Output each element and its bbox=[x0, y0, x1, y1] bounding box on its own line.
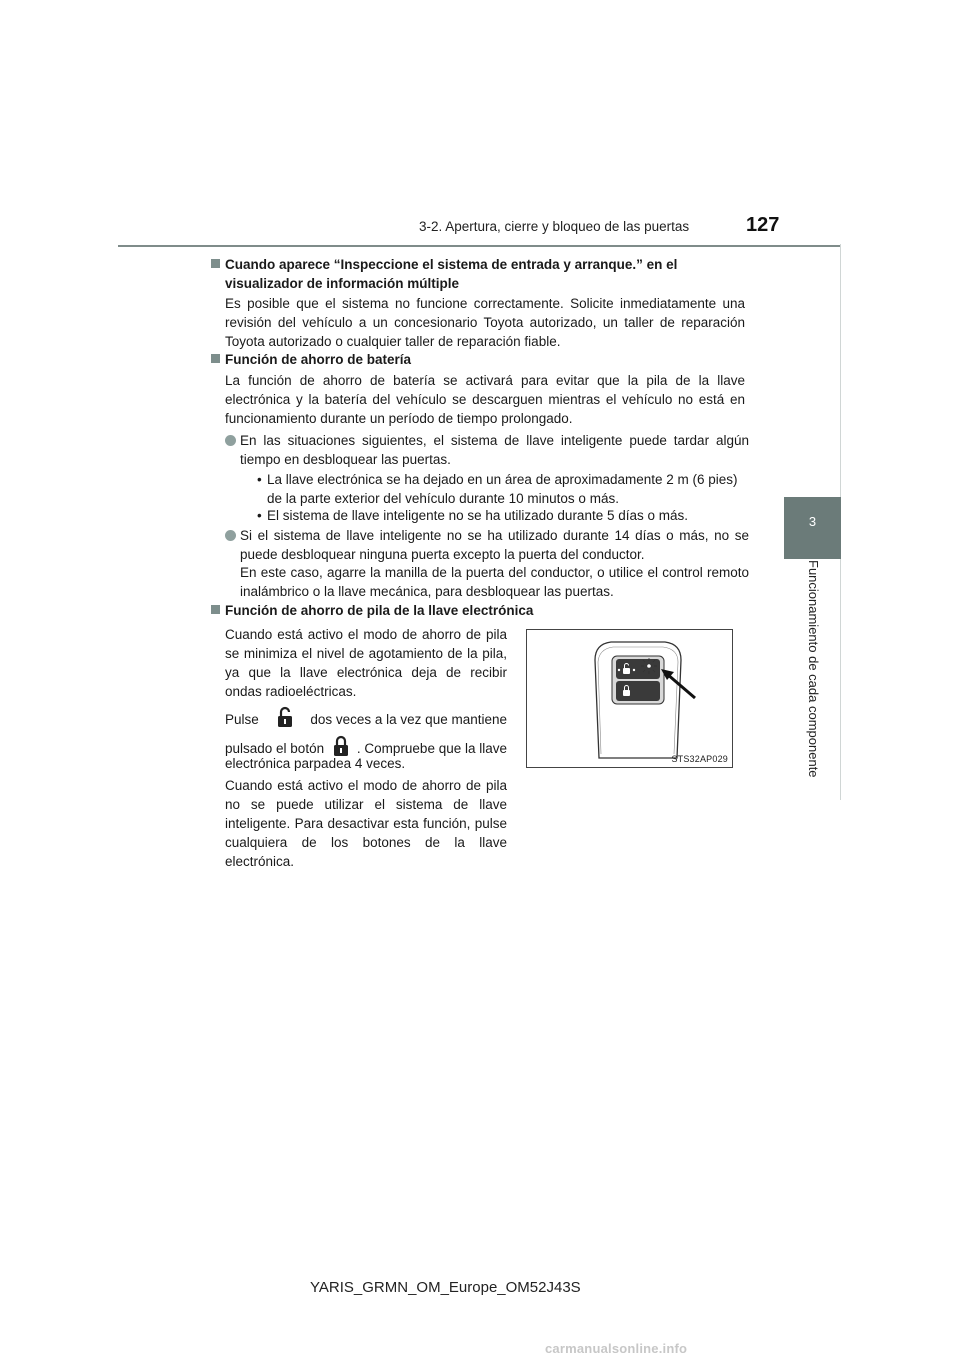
sub-bullet-mark: • bbox=[257, 472, 262, 487]
round-bullet bbox=[225, 526, 239, 545]
sub-bullet-text: El sistema de llave inteligente no se ha utilizado durante 5 días o más. bbox=[267, 508, 688, 523]
text-span: dos veces a la vez que mantiene bbox=[310, 712, 507, 727]
text-span: . Compruebe que la llave bbox=[356, 741, 507, 756]
sub-bullet-text: La llave electrónica se ha dejado en un área de aproximadamente 2 m (6 pies) de la parte exterior del vehículo durante 10 minutos o más. bbox=[267, 472, 738, 506]
bullet-text: Si el sistema de llave inteligente no se ha utilizado durante 14 días o más, no se puede desbloquear ninguna puerta excepto la puerta del conductor. bbox=[240, 528, 749, 562]
sub-bullet-mark: • bbox=[257, 508, 262, 523]
heading-text: Función de ahorro de pila de la llave electrónica bbox=[225, 603, 534, 618]
watermark: carmanualsonline.info bbox=[545, 1341, 688, 1356]
paragraph: Cuando está activo el modo de ahorro de pila no se puede utilizar el sistema de llave inteligente. Para desactivar esta función, pulse cualquiera de los botones de la llave electrónica. bbox=[225, 778, 507, 869]
section-title: 3-2. Apertura, cierre y bloqueo de las puertas bbox=[419, 219, 690, 234]
section-heading bbox=[211, 350, 748, 369]
paragraph: Cuando está activo el modo de ahorro de pila se minimiza el nivel de agotamiento de la pila, ya que la llave electrónica deja de recibir ondas radioeléctricas. bbox=[225, 627, 507, 699]
smart-key-figure bbox=[526, 629, 733, 768]
square-bullet-icon bbox=[211, 605, 220, 614]
square-bullet-icon bbox=[211, 354, 220, 363]
document-code: YARIS_GRMN_OM_Europe_OM52J43S bbox=[310, 1279, 581, 1296]
bullet-text: En las situaciones siguientes, el sistema de llave inteligente puede tardar algún tiempo en desbloquear las puertas. bbox=[240, 433, 749, 467]
text-span: Pulse bbox=[225, 712, 259, 727]
paragraph: La función de ahorro de batería se activará para evitar que la pila de la llave electrónica y la batería del vehículo se descarguen mientras el vehículo no está en funcionamiento durante un período de tiempo prolongado. bbox=[225, 373, 745, 426]
text-span: pulsado el botón bbox=[225, 741, 325, 756]
page-number: 127 bbox=[746, 214, 780, 236]
heading-text: Cuando aparece “Inspeccione el sistema de entrada y arranque.” en el bbox=[225, 257, 678, 272]
circle-bullet-icon bbox=[225, 530, 236, 541]
header-divider bbox=[118, 245, 840, 247]
chapter-title: Funcionamiento de cada componente bbox=[806, 560, 821, 778]
section-heading bbox=[211, 255, 748, 274]
heading-text: Función de ahorro de batería bbox=[225, 352, 412, 367]
section-heading-cont: visualizador de información múltiple bbox=[225, 276, 460, 291]
bullet-text-cont: En este caso, agarre la manilla de la puerta del conductor, o utilice el control remoto inalámbrico o la llave mecánica, para desbloquear las puertas. bbox=[240, 565, 749, 599]
paragraph-line bbox=[225, 706, 507, 733]
chapter-number: 3 bbox=[808, 514, 817, 529]
chapter-tab bbox=[784, 497, 841, 559]
section-heading bbox=[211, 601, 748, 620]
smart-key-illustration bbox=[527, 630, 732, 767]
unlock-icon bbox=[277, 706, 293, 733]
paragraph: Es posible que el sistema no funcione correctamente. Solicite inmediatamente una revisión del vehículo a un concesionario Toyota autorizado, un taller de reparación Toyota autorizado o cualquier taller de reparación fiable. bbox=[225, 296, 745, 349]
square-bullet-icon bbox=[211, 259, 220, 268]
paragraph-line: electrónica parpadea 4 veces. bbox=[225, 756, 406, 771]
round-bullet bbox=[225, 431, 239, 450]
figure-label: STS32AP029 bbox=[671, 754, 728, 764]
circle-bullet-icon bbox=[225, 435, 236, 446]
